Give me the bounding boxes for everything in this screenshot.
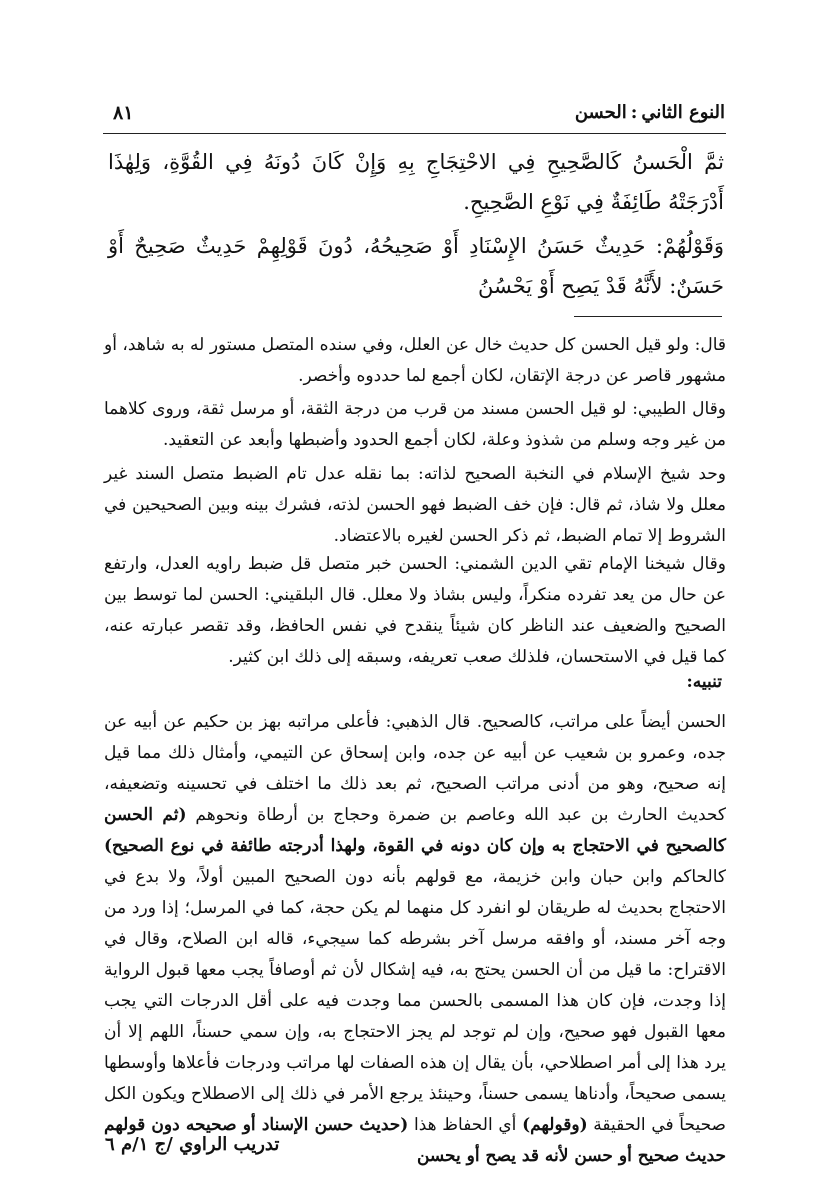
running-title-separator: : xyxy=(630,102,638,123)
running-title xyxy=(575,102,725,123)
quoted-matn: (ثم الحسن كالصحيح في الاحتجاج به وإن كان دونه في القوة، ولهذا أدرجته طائفة في نوع الصحيح) xyxy=(104,805,726,856)
commentary-paragraph-4: وقال شيخنا الإمام تقي الدين الشمني: الحسن خبر متصل قل ضبط راويه العدل، وارتفع عن حال من يعد تفرده منكراً، وليس بشاذ ولا معلل. قال البلقيني: الحسن لما توسط بين الصحيح والضعيف عند الناظر كان شيئاً ينقدح في نفس الحافظ، وقد تقصر عبارته عنه، كما قيل في الاستحسان، فلذلك صعب تعريفه، وسبقه إلى ذلك ابن كثير. xyxy=(104,554,726,667)
printer-signature: تدريب الراوي /ج ١/م ٦ xyxy=(105,1134,280,1155)
header-rule xyxy=(103,133,726,134)
commentary-text: أي الحفاظ هذا xyxy=(408,1115,523,1135)
quoted-matn: (وقولهم) xyxy=(522,1115,588,1135)
note-heading: تنبيه: xyxy=(686,672,722,692)
quoted-matn: (حديث حسن الإسناد أو صحيحه دون قولهم حديث صحيح أو حسن لأنه قد يصح أو يحسن xyxy=(104,1115,726,1166)
commentary-paragraph-2: وقال الطيبي: لو قيل الحسن مسند من قرب من درجة الثقة، أو مرسل ثقة، وروى كلاهما من غير وجه وسلم من شذوذ وعلة، لكان أجمع الحدود وأضبطها وأبعد عن التعقيد. xyxy=(104,399,726,450)
footnote-separator xyxy=(574,316,722,317)
page-header xyxy=(105,102,725,132)
commentary-text: كالحاكم وابن حبان وابن خزيمة، مع قولهم بأنه دون الصحيح المبين أولاً، ولا بدع في الاحتجاج بحديث له طريقان لو انفرد كل منهما لم يكن حجة، كما في المرسل؛ إذا ورد من وجه آخر مسند، أو وافقه مرسل آخر بشرطه كما سيجيء، قاله ابن الصلاح، وقال في الاقتراح: ما قيل من أن الحسن يحتج به، فيه إشكال لأن ثم أوصافاً يجب معها قبول الرواية إذا وجدت، فإن كان هذا المسمى بالحسن مما وجدت فيه على أقل الدرجات التي يجب معها القبول فهو صحيح، وإن لم توجد لم يجز الاحتجاج به، وإن سمي حسناً، اللهم إلا أن يرد هذا إلى أمر اصطلاحي، بأن يقال إن هذه الصفات لها مراتب ودرجات فأعلاها وأوسطها يسمى صحيحاً، وأدناها يسمى حسناً، وحينئذ يرجع الأمر في ذلك إلى الاصطلاح ويكون الكل صحيحاً في الحقيقة xyxy=(104,867,726,1135)
main-text-paragraph-2: وَقَوْلُهُمْ: حَدِيثٌ حَسَنُ الإِسْنَادِ أَوْ صَحِيحُهُ، دُونَ قَوْلِهِمْ حَدِيثٌ صَحِيحٌ أَوْ حَسَنٌ: لأَنَّهُ قَدْ يَصِح أَوْ يَحْسُنُ xyxy=(108,234,724,298)
running-title-topic: الحسن xyxy=(574,102,627,123)
main-text-paragraph-1: ثمَّ الْحَسنُ كَالصَّحِيحِ فِي الاحْتِجَاجِ بِهِ وَإِنْ كَانَ دُونَهُ فِي القُوَّةِ، وَلِهٰذَا أَدْرَجَتْهُ طَائِفَةٌ فِي نَوْعِ الصَّحِيحِ. xyxy=(108,150,724,214)
commentary-paragraph-3: وحد شيخ الإسلام في النخبة الصحيح لذاته: بما نقله عدل تام الضبط متصل السند غير معلل ولا شاذ، ثم قال: فإن خف الضبط فهو الحسن لذته، فشرك بينه وبين الصحيحين في الشروط إلا تمام الضبط، ثم ذكر الحسن لغيره بالاعتضاد. xyxy=(104,464,726,546)
commentary-paragraph-5 xyxy=(104,707,726,1172)
commentary-paragraph-1: قال: ولو قيل الحسن كل حديث خال عن العلل، وفي سنده المتصل مستور له به شاهد، أو مشهور قاصر عن درجة الإتقان، لكان أجمع لما حددوه وأخصر. xyxy=(104,335,726,386)
commentary-text: الحسن أيضاً على مراتب، كالصحيح. قال الذهبي: فأعلى مراتبه بهز بن حكيم عن أبيه عن جده، وعمرو بن شعيب عن أبيه عن جده، وابن إسحاق عن التيمي، وأمثال ذلك مما قيل إنه صحيح، وهو من أدنى مراتب الصحيح، ثم بعد ذلك ما اختلف في تحسينه وتضعيفه، كحديث الحارث بن عبد الله وعاصم بن ضمرة وحجاج بن أرطاة ونحوهم xyxy=(104,712,726,825)
page-number: ٨١ xyxy=(113,102,134,124)
running-title-chapter: النوع الثاني xyxy=(641,102,725,123)
